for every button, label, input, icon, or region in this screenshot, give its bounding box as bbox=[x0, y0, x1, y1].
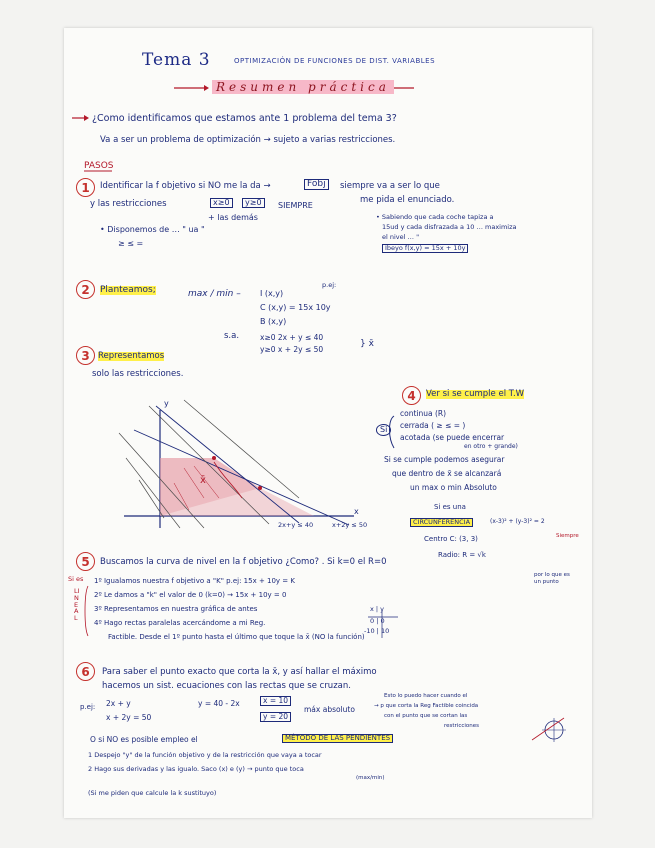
siempre-label: SIEMPRE bbox=[278, 201, 313, 210]
metodo-step-2b: (max/min) bbox=[356, 775, 385, 781]
note-box: Ibeyo f(x,y) = 15x + 10y bbox=[382, 244, 468, 253]
step-6-res-x: x = 10 bbox=[260, 696, 291, 706]
step-5-lineal: LINEAL bbox=[74, 587, 80, 623]
step-1-text-b: siempre va a ser lo que bbox=[340, 181, 440, 191]
step-5-item-1: 1º Igualamos nuestra f objetivo a "K" p.ej: 15x + 10y = K bbox=[94, 577, 295, 585]
step-2-xbar: } x̄ bbox=[360, 339, 374, 349]
step-2-cond-2: y≥0 x + 2y ≤ 50 bbox=[260, 345, 324, 354]
table-row-1: 0 | 0 bbox=[370, 617, 385, 625]
step-6-res-y: y = 20 bbox=[260, 712, 291, 722]
step-2-cond-1: x≥0 2x + y ≤ 40 bbox=[260, 333, 324, 342]
step-4-item-4: en otro + grande) bbox=[464, 443, 518, 450]
circunferencia-box: CIRCUNFERENCIA bbox=[410, 518, 473, 527]
graph-axis-x: x bbox=[354, 507, 359, 516]
graph-axis-y: y bbox=[164, 399, 169, 408]
metodo-pendientes: MÉTODO DE LAS PENDIENTES bbox=[282, 734, 393, 743]
step-4-si: Si bbox=[376, 424, 391, 436]
step-4-then-1: Si se cumple podemos asegurar bbox=[384, 455, 505, 464]
fobj-box: Fobj bbox=[304, 179, 329, 190]
step-3-label: Representamos bbox=[98, 351, 165, 361]
demas-label: + las demás bbox=[208, 213, 258, 222]
ink-drawings bbox=[64, 28, 592, 818]
step-1-text: Identificar la f objetivo si NO me la da → bbox=[100, 181, 271, 191]
table-head: x | y bbox=[370, 605, 385, 613]
step-2-label: Planteamos; bbox=[100, 285, 156, 295]
metodo-step-2: 2 Hago sus derivadas y las igualo. Saco (x) e (y) → punto que toca bbox=[88, 765, 304, 773]
step-6-note-1: Esto lo puedo hacer cuando el bbox=[384, 693, 468, 699]
step-5-por-lo-que: por lo que es un punto bbox=[534, 572, 570, 585]
metodo-step-3: (Si me piden que calcule la k sustituyo) bbox=[88, 789, 217, 797]
step-1-number: 1 bbox=[76, 178, 95, 197]
step-4-item-3: acotada (se puede encerrar bbox=[400, 433, 505, 442]
circunferencia-eq: (x-3)² + (y-3)² = 2 bbox=[490, 518, 545, 525]
step-2-sa: s.a. bbox=[224, 331, 240, 341]
note-2: 15ud y cada disfrazada a 10 … maximiza bbox=[382, 223, 517, 231]
step-6-mid: y = 40 - 2x bbox=[198, 699, 240, 708]
step-5-item-3: 3º Representamos en nuestra gráfica de antes bbox=[94, 605, 258, 613]
step-4-then-3: un max o min Absoluto bbox=[410, 483, 497, 492]
box-y: y≥0 bbox=[242, 198, 265, 208]
resumen-heading: Resumen práctica bbox=[212, 80, 394, 94]
step-2-number: 2 bbox=[76, 280, 95, 299]
step-5-item-5: Factible. Desde el 1º punto hasta el último que toque la x̄ (NO la función) bbox=[108, 633, 365, 641]
pasos-label: PASOS bbox=[84, 161, 114, 171]
step-4-item-2: cerrada ( ≥ ≤ = ) bbox=[400, 421, 466, 430]
step-6-note-4: restricciones bbox=[444, 723, 480, 729]
step-2-row-3: B (x,y) bbox=[260, 317, 287, 326]
step-6-number: 6 bbox=[76, 662, 95, 681]
step-6-note-2: → p que corta la Reg Factible coincida bbox=[374, 703, 479, 709]
circ-centro: Centro C: (3, 3) bbox=[424, 535, 478, 543]
table-row-2: -10 | 10 bbox=[364, 627, 390, 635]
step-2-pej: p.ej: bbox=[322, 281, 337, 289]
step-6-sys-1: 2x + y bbox=[106, 699, 131, 708]
step-5-number: 5 bbox=[76, 552, 95, 571]
circ-radio: Radio: R = √k bbox=[438, 551, 486, 559]
graph-line-2: x+2y ≤ 50 bbox=[332, 521, 368, 529]
step-5-label: Buscamos la curva de nivel en la f objetivo ¿Como? . Si k=0 el R=0 bbox=[100, 557, 387, 567]
step-6-line-2: hacemos un sist. ecuaciones con las rectas que se cruzan. bbox=[102, 681, 351, 691]
step-6-pej: p.ej: bbox=[80, 703, 96, 711]
step-4-number: 4 bbox=[402, 386, 421, 405]
step-1-restricciones: y las restricciones bbox=[90, 199, 167, 209]
step-4-label: Ver si se cumple el T.W bbox=[426, 389, 525, 399]
step-4-si-es: Si es una bbox=[434, 503, 466, 511]
step-6-line-1: Para saber el punto exacto que corta la x̄, y así hallar el máximo bbox=[102, 667, 377, 677]
graph-line-1: 2x+y ≤ 40 bbox=[278, 521, 314, 529]
step-5-item-2: 2º Le damos a "k" el valor de 0 (k=0) → 15x + 10y = 0 bbox=[94, 591, 287, 599]
signs-label: ≥ ≤ = bbox=[118, 239, 144, 248]
step-3-number: 3 bbox=[76, 346, 95, 365]
step-5-si-es: Si es bbox=[68, 575, 84, 583]
circ-siempre: Siempre bbox=[556, 533, 579, 539]
step-1-text-c: me pida el enunciado. bbox=[360, 195, 455, 205]
step-2-row-1: I (x,y) bbox=[260, 289, 284, 298]
box-x: x≥0 bbox=[210, 198, 233, 208]
note-1: • Sabiendo que cada coche tapiza a bbox=[376, 213, 494, 221]
tema-title: Tema 3 bbox=[142, 50, 211, 70]
step-2-row-2: C (x,y) = 15x 10y bbox=[260, 303, 331, 312]
step-2-formula: max / min – bbox=[188, 289, 241, 299]
step-6-max: máx absoluto bbox=[304, 705, 355, 714]
step-6-note-3: con el punto que se cortan las bbox=[384, 713, 468, 719]
notebook-page bbox=[64, 28, 592, 818]
step-5-item-4: 4º Hago rectas paralelas acercándome a mi Reg. bbox=[94, 619, 266, 627]
tema-subtitle: OPTIMIZACIÓN DE FUNCIONES DE DIST. VARIABLES bbox=[234, 57, 436, 65]
graph-region-label: x̄ bbox=[200, 475, 206, 486]
note-3: el nivel … " bbox=[382, 233, 420, 241]
intro-answer: Va a ser un problema de optimización → sujeto a varias restricciones. bbox=[100, 135, 396, 145]
step-6-sys-2: x + 2y = 50 bbox=[106, 713, 152, 722]
feasible-region-graph bbox=[119, 400, 354, 528]
disponemos-label: • Disponemos de … " ua " bbox=[100, 225, 205, 234]
step-4-item-1: continua (R) bbox=[400, 409, 447, 418]
step-3-sub: solo las restricciones. bbox=[92, 369, 184, 379]
step-4-then-2: que dentro de x̄ se alcanzará bbox=[392, 469, 502, 478]
metodo-step-1: 1 Despejo "y" de la función objetivo y de la restricción que vaya a tocar bbox=[88, 751, 322, 759]
step-6-otherwise: O si NO es posible empleo el bbox=[90, 735, 198, 744]
intro-question: ¿Como identificamos que estamos ante 1 problema del tema 3? bbox=[92, 113, 397, 124]
